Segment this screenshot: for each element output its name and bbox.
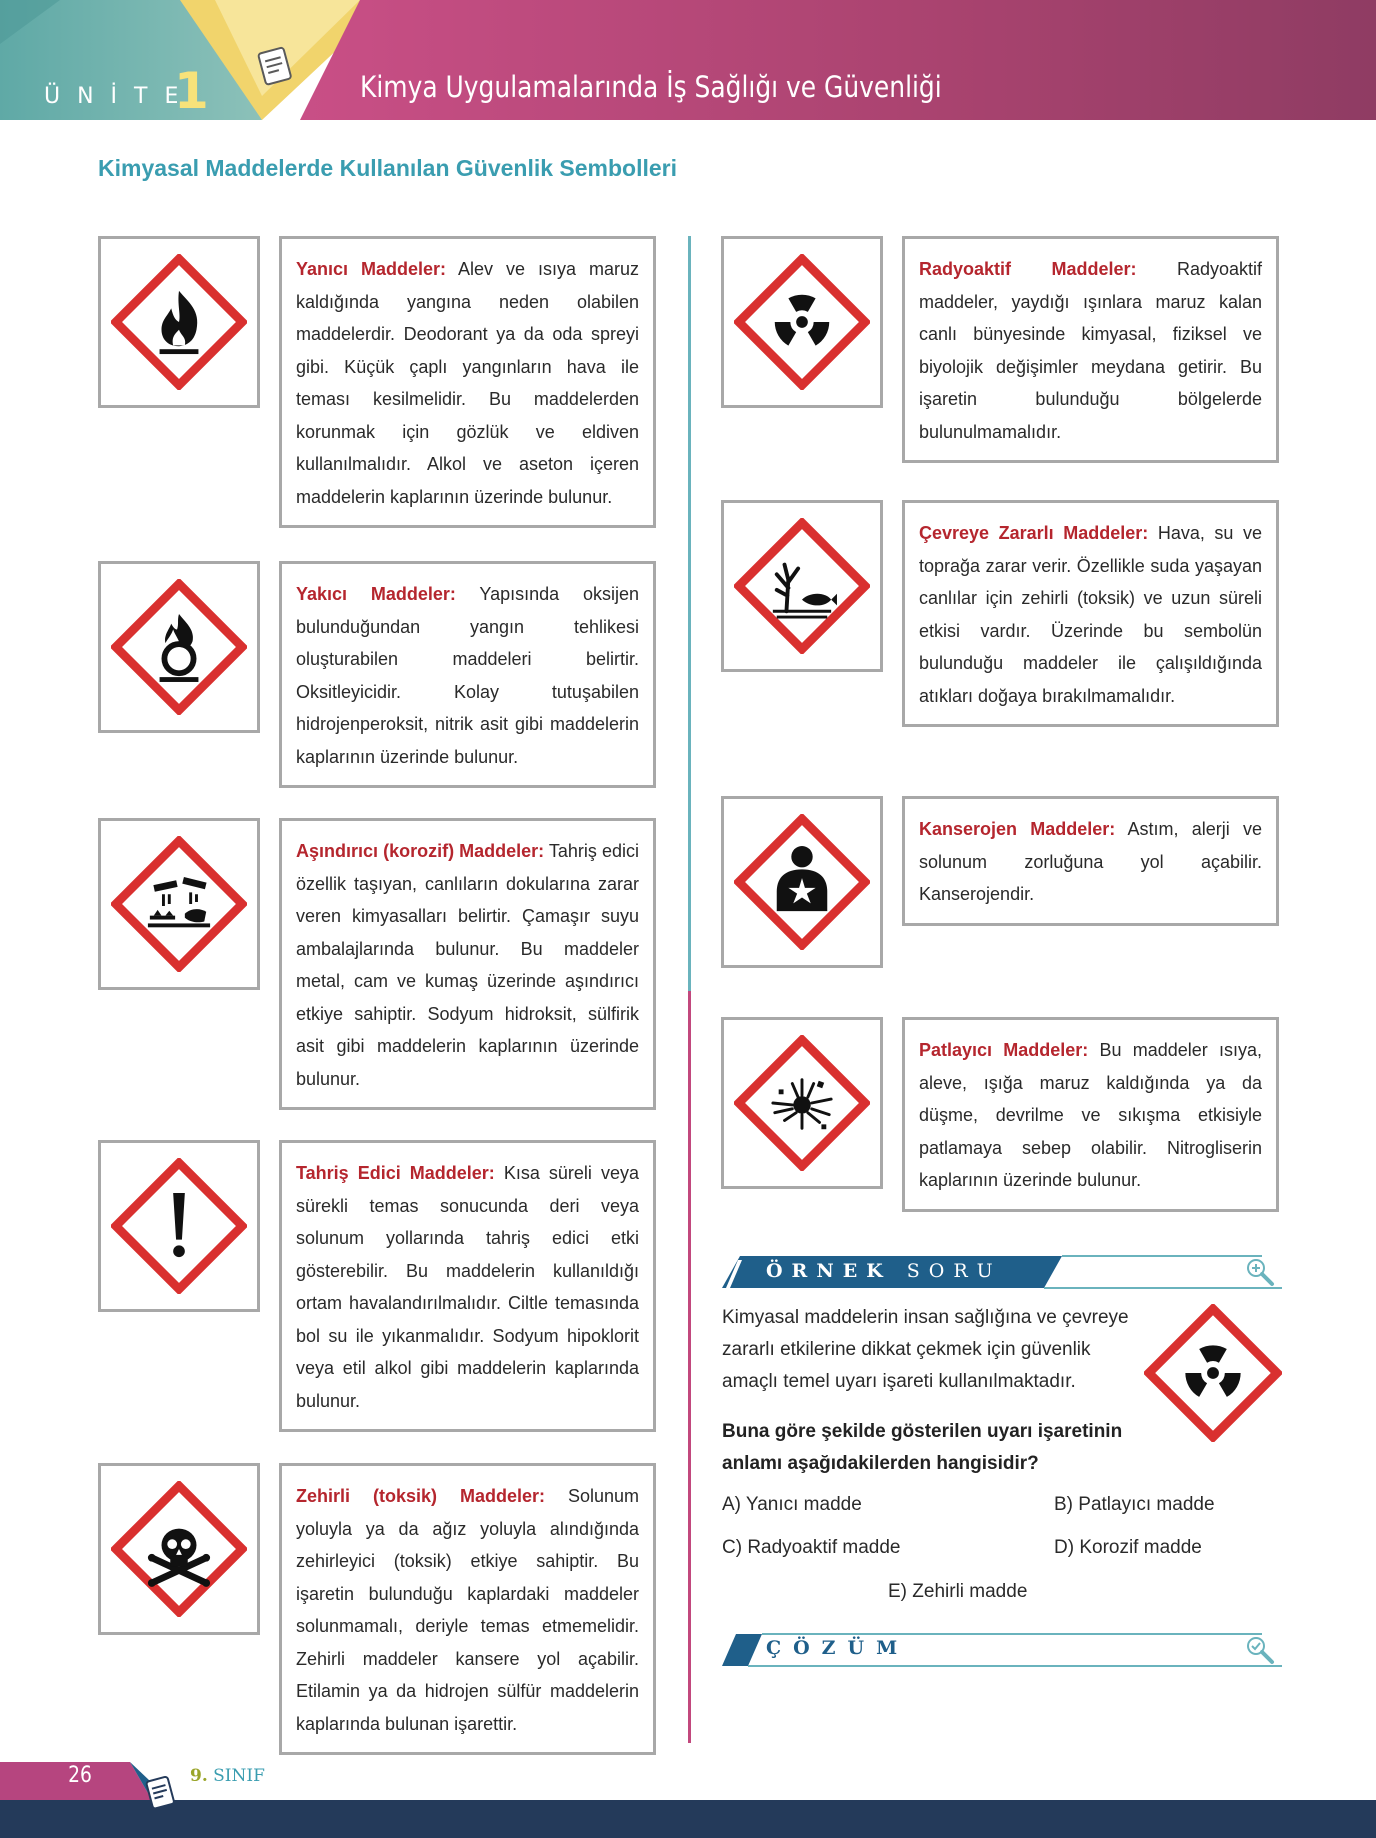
flammable-pictogram [98,236,260,408]
magnifier-check-icon [1248,1638,1272,1662]
exploding-bomb-icon [734,1035,870,1171]
radiation-icon [1144,1304,1282,1442]
toxic-text: Solunum yoluyla ya da ağız yoluyla alındığında zehirleyici (toksik) etkiye sahiptir. Bu işaretin bulunduğu kaplardaki maddeler solunmamalı, deriyle temas etmemelidir. Zehirli maddeler kansere yol açabilir. Etilamin ya da hidrojen sülfür maddelerin kaplarında bulunan işarettir. [296,1486,639,1734]
unit-label: ÜNİTE [44,84,196,109]
irritant-description [279,1140,656,1432]
explosive-description [902,1017,1279,1212]
flammable-title: Yanıcı Maddeler: [296,259,447,279]
chapter-title: Kimya Uygulamalarında İş Sağlığı ve Güvenliği [360,70,942,104]
corrosive-pictogram [98,818,260,990]
carcinogen-pictogram [721,796,883,968]
page-number: 26 [68,1763,92,1788]
magnifier-plus-icon [1248,1260,1272,1284]
radioactive-description [902,236,1279,463]
toxic-title: Zehirli (toksik) Maddeler: [296,1486,545,1506]
environment-text: Hava, su ve toprağa zarar verir. Özellikle suda yaşayan canlılar için zehirli (toksik) ve uzun süreli etkisi vardır. Üzerinde bu sembolün bulunduğu maddeler ile çalışıldığında atıkları doğaya bırakılmamalıdır. [919,523,1263,706]
flame-icon [111,254,247,390]
irritant-pictogram [98,1140,260,1312]
radioactive-pictogram [721,236,883,408]
environment-pictogram [721,500,883,672]
oxidizer-description [279,561,656,788]
explosive-pictogram [721,1017,883,1189]
flammable-text: Alev ve ısıya maruz kaldığında yangına neden olabilen maddelerdir. Deodorant ya da oda spreyi gibi. Küçük çaplı yangınların hava ile teması kesilmelidir. Bu maddelerden korunmak için gözlük ve eldiven kullanılmalıdır. Alkol ve aseton içeren maddelerin kaplarının üzerinde bulunur. [296,259,639,507]
carcinogen-description [902,796,1279,926]
question-intro: Kimyasal maddelerin insan sağlığına ve çevreye zararlı etkilerine dikkat çekmek için güvenlik amaçlı temel uyarı işareti kullanılmaktadır. [722,1307,1129,1392]
example-label-bold: ÖRNEK [766,1260,892,1282]
section-title: Kimyasal Maddelerde Kullanılan Güvenlik Sembolleri [98,155,678,181]
flame-over-circle-icon [111,579,247,715]
health-hazard-icon [734,814,870,950]
explosive-text: Bu maddeler ısıya, aleve, ışığa maruz kaldığında ya da düşme, devrilme ve sıkışma etkisiyle patlamaya sebep olabilir. Nitrogliserin kaplarının üzerinde bulunur. [919,1040,1262,1190]
option-a: A) Yanıcı madde [722,1494,862,1515]
explosive-title: Patlayıcı Maddeler: [919,1040,1089,1060]
flammable-description [279,236,656,528]
solution-banner [722,1632,1282,1668]
oxidizer-text: Yapısında oksijen bulunduğundan yangın tehlikesi oluşturabilen maddeleri belirtir. Oksitleyicidir. Kolay tutuşabilen hidrojenperoksit, nitrik asit gibi maddelerin kaplarının üzerinde bulunur. [296,584,639,767]
example-question-banner [722,1254,1282,1290]
corrosive-text: Tahriş edici özellik taşıyan, canlıların dokularına zarar veren kimyasalları belirtir. Çamaşır suyu ambalajlarında bulunur. Bu maddeler metal, cam ve kumaş üzerinde aşındırıcı etkiye sahiptir. Sodyum hidroksit, sülfirik asit gibi maddelerin kaplarının üzerinde bulunur. [296,841,639,1089]
corrosion-icon [111,836,247,972]
carcinogen-text: Astım, alerji ve solunum zorluğuna yol açabilir. Kanserojendir. [919,819,1262,904]
option-d: D) Korozif madde [1054,1537,1202,1558]
example-label-rest: SORU [906,1260,1002,1282]
oxidizer-title: Yakıcı Maddeler: [296,584,456,604]
carcinogen-title: Kanserojen Maddeler: [919,819,1116,839]
example-question-label [766,1260,1002,1282]
option-e: E) Zehirli madde [888,1581,1028,1602]
option-b: B) Patlayıcı madde [1054,1494,1215,1515]
corrosive-title: Aşındırıcı (korozif) Maddeler: [296,841,545,861]
irritant-title: Tahriş Edici Maddeler: [296,1163,495,1183]
question-prompt: Buna göre şekilde gösterilen uyarı işaretinin anlamı aşağıdakilerden hangisidir? [722,1421,1123,1474]
grade-label [190,1766,265,1786]
exclamation-mark-icon [111,1158,247,1294]
grade-text: SINIF [213,1766,265,1786]
grade-number: 9. [190,1766,208,1786]
radiation-icon [734,254,870,390]
environment-description [902,500,1279,727]
toxic-pictogram [98,1463,260,1635]
irritant-text: Kısa süreli veya sürekli temas sonucunda deri veya solunum yollarında tahriş edici etki gösterebilir. Bu maddelerin kullanıldığı ortam havalandırılmalıdır. Ciltle temasında bol su ile yıkanmalıdır. Sodyum hipoklorit veya etil alkol gibi maddelerin kaplarında bulunur. [296,1163,639,1411]
toxic-description [279,1463,656,1755]
column-divider-bottom [688,991,691,1743]
page-header [0,0,1376,120]
option-c: C) Radyoaktif madde [722,1537,901,1558]
radioactive-title: Radyoaktif Maddeler: [919,259,1137,279]
corrosive-description [279,818,656,1110]
solution-label: ÇÖZÜM [766,1637,910,1659]
column-divider-top [688,236,691,991]
environment-icon [734,518,870,654]
skull-crossbones-icon [111,1481,247,1617]
environment-title: Çevreye Zararlı Maddeler: [919,523,1149,543]
oxidizer-pictogram [98,561,260,733]
radioactive-text: Radyoaktif maddeler, yaydığı ışınlara maruz kalan canlı bünyesinde kimyasal, fiziksel ve biyolojik değişimler meydana getirir. Bu işaretin bulunduğu bölgelerde bulunulmamalıdır. [919,259,1262,442]
unit-number: 1 [174,62,209,120]
